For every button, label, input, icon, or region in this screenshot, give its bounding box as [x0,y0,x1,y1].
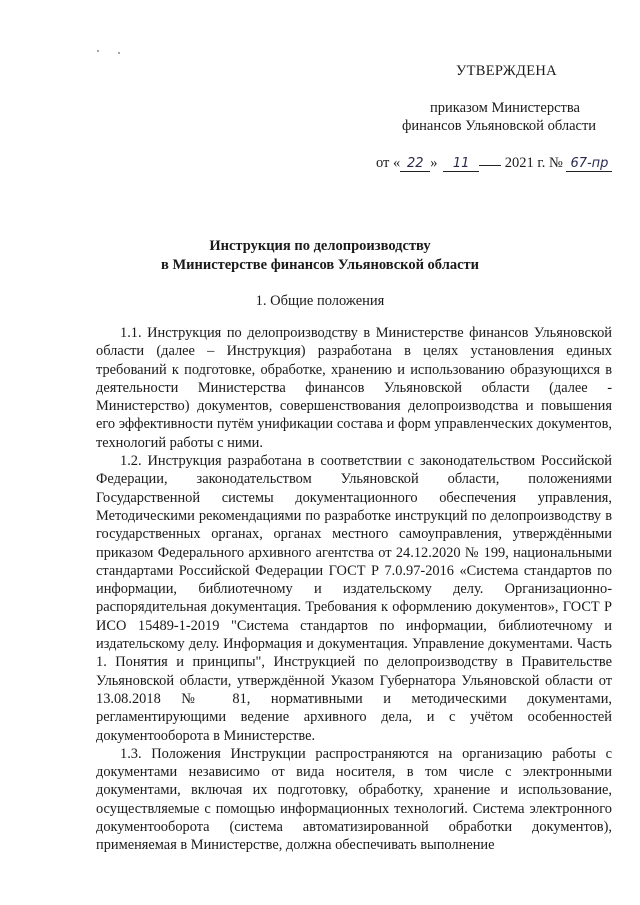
order-prefix: от « [376,155,401,171]
approved-by-line-1: приказом Министерства [430,100,580,116]
scan-speck [118,52,120,54]
order-day-handwritten: 22 [400,155,430,173]
scan-speck [97,50,99,52]
order-reference-line [376,154,612,173]
paragraph-1-2: 1.2. Инструкция разработана в соответствии с законодательством Российской Федерации, законодательством Ульяновской области, положениями Государственной системы документационного обеспечения управления, Методическими рекомендациями по разработке инструкций по делопроизводству в государственных органах, органах местного самоуправления, утверждёнными приказом Федерального архивного агентства от 24.12.2020 № 199, национальными стандартами Российской Федерации ГОСТ Р 7.0.97-2016 «Система стандартов по информации, библиотечному и издательскому делу. Организационно-распорядительная документация. Требования к оформлению документов», ГОСТ Р ИСО 15489-1-2019 "Система стандартов по информации, библиотечному и издательскому делу. Информация и документация. Управление документами. Часть 1. Понятия и принципы", Инструкцией по делопроизводству в Правительстве Ульяновской области, утверждённой Указом Губернатора Ульяновской области от 13.08.2018 № 81, нормативными и методическими документами, регламентирующими ведение архивного дела, и с учётом особенностей документооборота в Министерстве. [96,453,612,744]
paragraph-1-3: 1.3. Положения Инструкции распространяются на организацию работы с документами независимо от вида носителя, в том числе с электронными документами, включая их подготовку, обработку, хранение и использование, осуществляемые с помощью информационных технологий. Система электронного документооборота (система автоматизированной обработки документов), применяемая в Министерстве, должна обеспечивать выполнение [96,745,612,854]
document-body [96,324,612,855]
document-title-line-1: Инструкция по делопроизводству [209,238,431,254]
approval-title: УТВЕРЖДЕНА [456,63,557,79]
document-title-line-2: в Министерстве финансов Ульяновской области [160,257,479,273]
order-mid: » [430,155,438,171]
section-1-title: 1. Общие положения [255,293,385,309]
paragraph-1-1: 1.1. Инструкция по делопроизводству в Министерстве финансов Ульяновской области (далее – Инструкция) разработана в целях установления единых требований к подготовке, обработке, хранению и использованию образующихся в деятельности Министерства финансов Ульяновской области (далее - Министерство) документов, совершенствования делопроизводства и повышения его эффективности путём унификации состава и форм управленческих документов, технологий работы с ними. [96,325,612,451]
approved-by-line-2: финансов Ульяновской области [402,118,597,134]
order-number-handwritten: 67-пр [566,155,612,173]
order-month-handwritten: 11 [443,155,479,173]
document-title [0,237,640,275]
order-year: 2021 г. № [504,155,563,171]
